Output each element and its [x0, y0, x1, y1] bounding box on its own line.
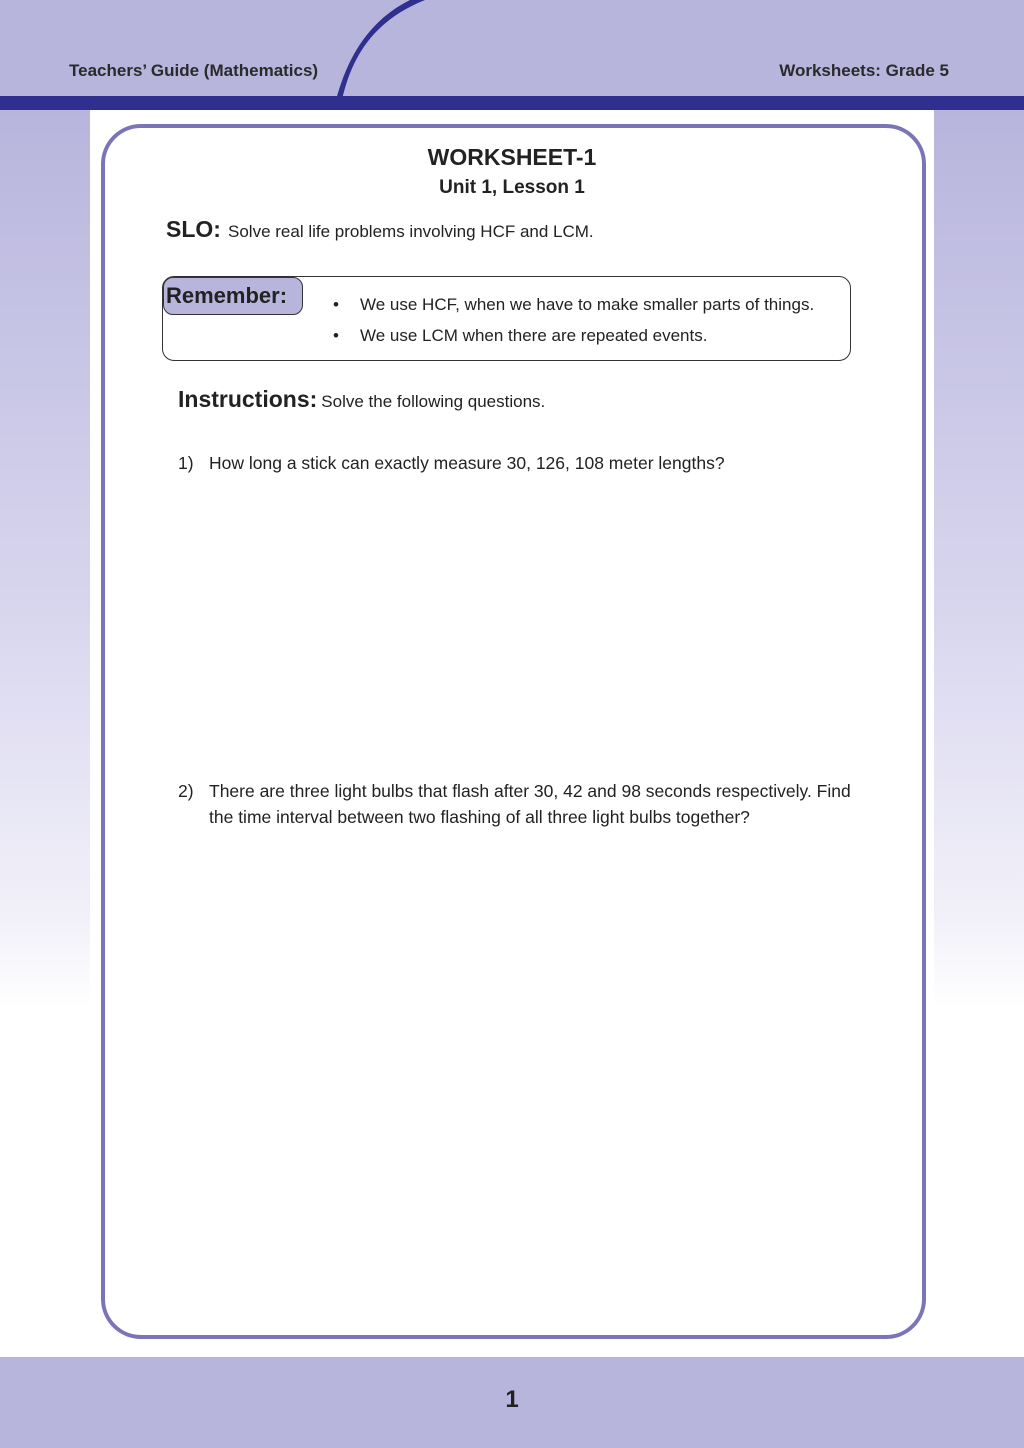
remember-item-text: We use LCM when there are repeated events.: [360, 326, 708, 345]
slo-label: SLO:: [166, 216, 221, 242]
header-right-title: Worksheets: Grade 5: [779, 61, 949, 80]
instructions: [178, 386, 545, 413]
page-number: 1: [505, 1386, 519, 1413]
left-margin-band: [0, 110, 90, 1358]
worksheet-subtitle: Unit 1, Lesson 1: [439, 177, 585, 198]
header-accent-bar: [0, 96, 1024, 110]
remember-item-text: We use HCF, when we have to make smaller parts of things.: [360, 295, 815, 314]
question-number: 1): [178, 453, 194, 473]
header-left-title: Teachers’ Guide (Mathematics): [69, 61, 319, 80]
list-item: [330, 292, 814, 323]
slo-text: Solve real life problems involving HCF and LCM.: [228, 222, 594, 241]
header-swoosh-decoration: [330, 0, 440, 100]
page-header: [0, 0, 1024, 96]
remember-list: [330, 292, 814, 354]
question-1: [178, 450, 869, 476]
question-2: [178, 778, 869, 830]
remember-label: Remember:: [163, 277, 303, 315]
question-text: How long a stick can exactly measure 30, 126, 108 meter lengths?: [209, 453, 725, 473]
right-margin-band: [934, 110, 1024, 1358]
instructions-text: Solve the following questions.: [321, 392, 546, 411]
list-item: [330, 323, 814, 354]
bullet-icon: •: [333, 326, 339, 345]
bullet-icon: •: [333, 295, 339, 314]
question-text: There are three light bulbs that flash after 30, 42 and 98 seconds respectively. Find the time interval between two flashing of all three light bulbs together?: [209, 781, 851, 827]
worksheet-title: WORKSHEET-1: [427, 144, 597, 170]
instructions-label: Instructions:: [178, 386, 318, 412]
question-number: 2): [178, 781, 194, 801]
